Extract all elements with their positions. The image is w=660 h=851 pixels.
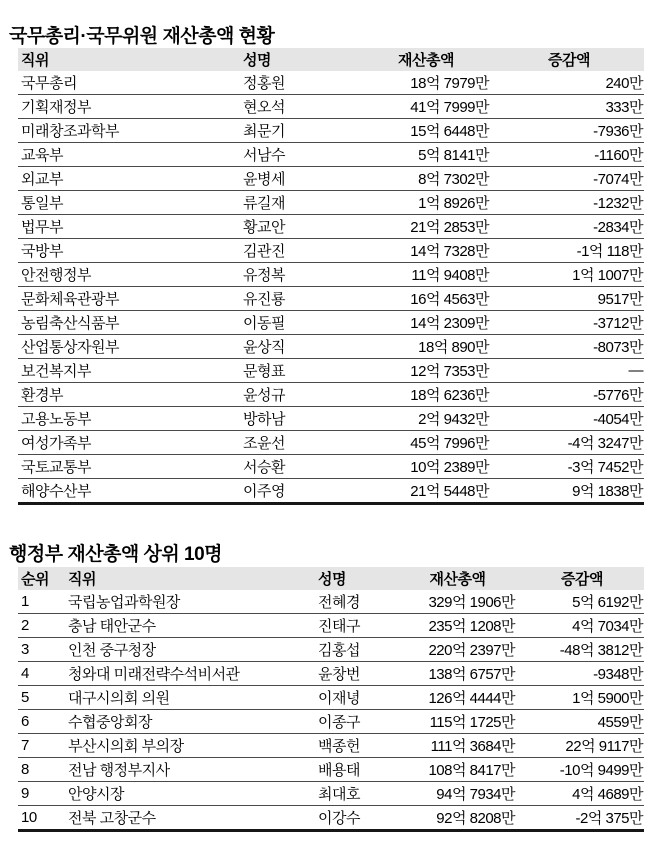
cell-name: 류길재 — [240, 191, 358, 215]
cell-position: 부산시의회 부의장 — [65, 734, 315, 758]
cell-rank: 9 — [18, 782, 65, 806]
cell-name: 방하남 — [240, 407, 358, 431]
cell-position: 보건복지부 — [18, 359, 240, 383]
cell-change-amount: 240만 — [494, 71, 644, 95]
cell-position: 전북 고창군수 — [65, 806, 315, 831]
cell-change-amount: 4억 7034만 — [520, 614, 644, 638]
cell-name: 이주영 — [240, 479, 358, 504]
cell-position: 전남 행정부지사 — [65, 758, 315, 782]
cell-rank: 4 — [18, 662, 65, 686]
cell-rank: 1 — [18, 590, 65, 614]
cell-change-amount: -8073만 — [494, 335, 644, 359]
column-header: 성명 — [315, 567, 395, 590]
table-row — [18, 95, 644, 119]
cell-name: 이동필 — [240, 311, 358, 335]
column-header: 직위 — [65, 567, 315, 590]
cell-change-amount: 22억 9117만 — [520, 734, 644, 758]
cell-total-assets: 21억 5448만 — [358, 479, 494, 504]
cell-change-amount: -4억 3247만 — [494, 431, 644, 455]
cell-position: 외교부 — [18, 167, 240, 191]
cell-name: 김홍섭 — [315, 638, 395, 662]
cell-position: 기획재정부 — [18, 95, 240, 119]
cell-name: 유진룡 — [240, 287, 358, 311]
cell-total-assets: 126억 4444만 — [395, 686, 520, 710]
cell-total-assets: 94억 7934만 — [395, 782, 520, 806]
cell-change-amount: -2억 375만 — [520, 806, 644, 831]
cell-change-amount: 4억 4689만 — [520, 782, 644, 806]
cell-change-amount: 1억 5900만 — [520, 686, 644, 710]
cell-position: 여성가족부 — [18, 431, 240, 455]
table-row — [18, 263, 644, 287]
cell-name: 조윤선 — [240, 431, 358, 455]
table-row — [18, 239, 644, 263]
column-header: 재산총액 — [395, 567, 520, 590]
cell-change-amount: -3712만 — [494, 311, 644, 335]
cell-change-amount: 9517만 — [494, 287, 644, 311]
cell-name: 김관진 — [240, 239, 358, 263]
cell-rank: 2 — [18, 614, 65, 638]
cell-change-amount: -1억 118만 — [494, 239, 644, 263]
cell-position: 청와대 미래전략수석비서관 — [65, 662, 315, 686]
table-row — [18, 686, 644, 710]
cell-name: 정홍원 — [240, 71, 358, 95]
cell-change-amount: -4054만 — [494, 407, 644, 431]
cell-position: 통일부 — [18, 191, 240, 215]
cell-change-amount: -48억 3812만 — [520, 638, 644, 662]
table-row — [18, 215, 644, 239]
cell-position: 국무총리 — [18, 71, 240, 95]
table-row — [18, 191, 644, 215]
cell-change-amount: -1232만 — [494, 191, 644, 215]
cell-rank: 8 — [18, 758, 65, 782]
cell-total-assets: 41억 7999만 — [358, 95, 494, 119]
table-row — [18, 806, 644, 831]
cell-name: 현오석 — [240, 95, 358, 119]
table-row — [18, 662, 644, 686]
cell-rank: 3 — [18, 638, 65, 662]
cell-change-amount: 5억 6192만 — [520, 590, 644, 614]
cell-total-assets: 16억 4563만 — [358, 287, 494, 311]
table-row — [18, 638, 644, 662]
cell-position: 국토교통부 — [18, 455, 240, 479]
cell-position: 해양수산부 — [18, 479, 240, 504]
cell-change-amount: -3억 7452만 — [494, 455, 644, 479]
cell-total-assets: 45억 7996만 — [358, 431, 494, 455]
cell-change-amount: -7936만 — [494, 119, 644, 143]
cell-total-assets: 1억 8926만 — [358, 191, 494, 215]
top10-assets-table — [18, 567, 644, 832]
cell-total-assets: 14억 2309만 — [358, 311, 494, 335]
cell-position: 수협중앙회장 — [65, 710, 315, 734]
cell-position: 문화체육관광부 — [18, 287, 240, 311]
cell-position: 미래창조과학부 — [18, 119, 240, 143]
cell-name: 윤창번 — [315, 662, 395, 686]
table-row — [18, 359, 644, 383]
cell-name: 윤성규 — [240, 383, 358, 407]
cell-change-amount: 1억 1007만 — [494, 263, 644, 287]
cell-total-assets: 235억 1208만 — [395, 614, 520, 638]
cell-total-assets: 18억 6236만 — [358, 383, 494, 407]
cell-total-assets: 18억 7979만 — [358, 71, 494, 95]
cell-total-assets: 111억 3684만 — [395, 734, 520, 758]
cell-total-assets: 11억 9408만 — [358, 263, 494, 287]
cell-change-amount: 4559만 — [520, 710, 644, 734]
cell-total-assets: 108억 8417만 — [395, 758, 520, 782]
cell-change-amount: 9억 1838만 — [494, 479, 644, 504]
column-header: 성명 — [240, 48, 358, 71]
column-header: 재산총액 — [358, 48, 494, 71]
cell-name: 이재녕 — [315, 686, 395, 710]
top10-assets-title: 행정부 재산총액 상위 10명 — [9, 543, 223, 565]
cell-change-amount: -10억 9499만 — [520, 758, 644, 782]
cabinet-assets-table-header — [18, 48, 644, 71]
top10-assets-table-header — [18, 567, 644, 590]
cell-rank: 7 — [18, 734, 65, 758]
table-row — [18, 590, 644, 614]
cell-change-amount: — — [494, 359, 644, 383]
cell-name: 백종헌 — [315, 734, 395, 758]
cell-position: 교육부 — [18, 143, 240, 167]
table-row — [18, 455, 644, 479]
cell-position: 농림축산식품부 — [18, 311, 240, 335]
cell-position: 인천 중구청장 — [65, 638, 315, 662]
cell-rank: 10 — [18, 806, 65, 831]
cell-name: 배용태 — [315, 758, 395, 782]
column-header: 증감액 — [494, 48, 644, 71]
cell-name: 최문기 — [240, 119, 358, 143]
cabinet-assets-table — [18, 48, 644, 505]
table-row — [18, 143, 644, 167]
cell-name: 이종구 — [315, 710, 395, 734]
cell-position: 충남 태안군수 — [65, 614, 315, 638]
table-row — [18, 431, 644, 455]
cell-position: 환경부 — [18, 383, 240, 407]
cell-change-amount: -1160만 — [494, 143, 644, 167]
cell-position: 대구시의회 의원 — [65, 686, 315, 710]
cell-rank: 5 — [18, 686, 65, 710]
cell-position: 고용노동부 — [18, 407, 240, 431]
cell-change-amount: -7074만 — [494, 167, 644, 191]
cell-total-assets: 21억 2853만 — [358, 215, 494, 239]
cell-total-assets: 115억 1725만 — [395, 710, 520, 734]
table-row — [18, 758, 644, 782]
cell-total-assets: 8억 7302만 — [358, 167, 494, 191]
cell-position: 국립농업과학원장 — [65, 590, 315, 614]
cell-total-assets: 92억 8208만 — [395, 806, 520, 831]
cell-total-assets: 138억 6757만 — [395, 662, 520, 686]
cell-name: 윤병세 — [240, 167, 358, 191]
header-row — [18, 48, 644, 71]
header-row — [18, 567, 644, 590]
cell-total-assets: 18억 890만 — [358, 335, 494, 359]
table-row — [18, 734, 644, 758]
cell-total-assets: 14억 7328만 — [358, 239, 494, 263]
cell-rank: 6 — [18, 710, 65, 734]
cell-change-amount: -2834만 — [494, 215, 644, 239]
cell-name: 전혜경 — [315, 590, 395, 614]
cell-position: 법무부 — [18, 215, 240, 239]
cell-change-amount: -5776만 — [494, 383, 644, 407]
cabinet-assets-title: 국무총리·국무위원 재산총액 현황 — [9, 25, 275, 47]
cell-total-assets: 220억 2397만 — [395, 638, 520, 662]
cell-name: 최대호 — [315, 782, 395, 806]
table-row — [18, 311, 644, 335]
table-row — [18, 407, 644, 431]
table-row — [18, 335, 644, 359]
cell-name: 유정복 — [240, 263, 358, 287]
column-header: 순위 — [18, 567, 65, 590]
cell-change-amount: 333만 — [494, 95, 644, 119]
cell-position: 산업통상자원부 — [18, 335, 240, 359]
cell-name: 서남수 — [240, 143, 358, 167]
table-row — [18, 710, 644, 734]
table-row — [18, 167, 644, 191]
column-header: 직위 — [18, 48, 240, 71]
table-row — [18, 782, 644, 806]
cell-name: 서승환 — [240, 455, 358, 479]
cell-total-assets: 10억 2389만 — [358, 455, 494, 479]
cell-name: 윤상직 — [240, 335, 358, 359]
table-row — [18, 287, 644, 311]
cell-position: 국방부 — [18, 239, 240, 263]
cell-total-assets: 12억 7353만 — [358, 359, 494, 383]
cell-change-amount: -9348만 — [520, 662, 644, 686]
table-row — [18, 119, 644, 143]
cabinet-assets-table-body — [18, 71, 644, 504]
cell-total-assets: 329억 1906만 — [395, 590, 520, 614]
cell-name: 문형표 — [240, 359, 358, 383]
cell-total-assets: 15억 6448만 — [358, 119, 494, 143]
cell-position: 안전행정부 — [18, 263, 240, 287]
cell-position: 안양시장 — [65, 782, 315, 806]
table-row — [18, 383, 644, 407]
column-header: 증감액 — [520, 567, 644, 590]
cell-name: 황교안 — [240, 215, 358, 239]
cell-total-assets: 2억 9432만 — [358, 407, 494, 431]
table-row — [18, 479, 644, 504]
table-row — [18, 614, 644, 638]
cell-total-assets: 5억 8141만 — [358, 143, 494, 167]
top10-assets-table-body — [18, 590, 644, 831]
cell-name: 진태구 — [315, 614, 395, 638]
cell-name: 이강수 — [315, 806, 395, 831]
table-row — [18, 71, 644, 95]
